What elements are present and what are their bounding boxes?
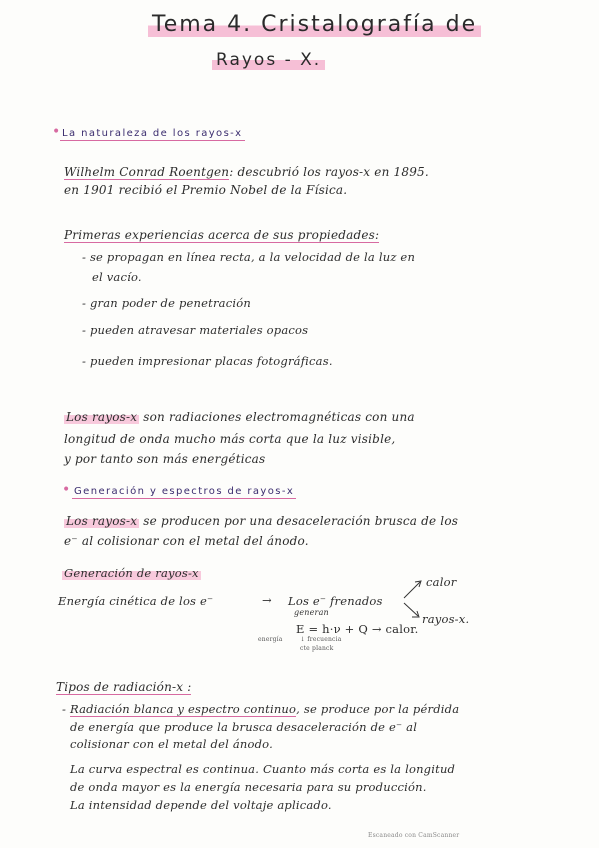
tipos-line-3: colisionar con el metal del ánodo.: [70, 737, 273, 751]
definition-line-3: y por tanto son más energéticas: [64, 452, 266, 466]
tipos-line-5: de onda mayor es la energía necesaria para su producción.: [70, 780, 427, 794]
page-title: Tema 4. Cristalografía de: [148, 12, 481, 37]
tipos-dash: -: [62, 702, 70, 716]
energy-formula: E = h·ν + Q → calor.: [296, 622, 419, 636]
section-heading-tipos: Tipos de radiación-x :: [56, 680, 192, 694]
generation-line-2: e⁻ al colisionar con el metal del ánodo.: [64, 534, 309, 548]
radiacion-blanca-term: Radiación blanca y espectro continuo: [69, 702, 297, 716]
tipos-line-2: de energía que produce la brusca desaceleración de e⁻ al: [70, 720, 418, 734]
braked-electrons-label: Los e⁻ frenados: [288, 594, 383, 608]
property-item: - pueden atravesar materiales opacos: [82, 323, 309, 337]
section-heading-generacion: Generación y espectros de rayos-x: [74, 486, 295, 497]
roentgen-line-2: en 1901 recibió el Premio Nobel de la Física.: [64, 183, 348, 197]
property-item-cont: el vacío.: [92, 270, 142, 284]
roentgen-text: : descubrió los rayos-x en 1895.: [229, 165, 429, 179]
section-heading-naturaleza: La naturaleza de los rayos-x: [62, 128, 243, 139]
tipos-line-1: [62, 702, 459, 716]
energy-kinetic-label: Energía cinética de los e⁻: [58, 594, 214, 608]
definition-highlight: Los rayos-x: [66, 410, 138, 424]
scanner-footer: Escaneado con CamScanner: [368, 832, 460, 839]
section-bullet: •: [62, 482, 71, 498]
planck-annotation: cte planck: [300, 645, 334, 652]
roentgen-name: Wilhelm Conrad Roentgen: [64, 165, 230, 179]
property-item: - se propagan en línea recta, a la velocidad de la luz en: [82, 250, 416, 264]
generation-highlight: Los rayos-x: [66, 514, 138, 528]
generan-label: generan: [294, 608, 329, 617]
tipos-line-6: La intensidad depende del voltaje aplicado.: [70, 798, 332, 812]
generation-subheading: Generación de rayos-x: [64, 566, 199, 580]
frecuencia-annotation: ↓ frecuencia: [300, 636, 342, 643]
property-item: - gran poder de penetración: [82, 296, 251, 310]
definition-text: son radiaciones electromagnéticas con una: [143, 410, 415, 424]
page-subtitle: Rayos - X.: [212, 50, 325, 70]
generation-text: se producen por una desaceleración brusca de los: [143, 514, 459, 528]
tipos-line-1-rest: , se produce por la pérdida: [296, 702, 460, 716]
definition-line-2: longitud de onda mucho más corta que la luz visible,: [64, 432, 396, 446]
tipos-line-4: La curva espectral es continua. Cuanto más corta es la longitud: [70, 762, 456, 776]
energy-arrow: →: [262, 593, 272, 607]
calor-label: calor: [426, 575, 457, 589]
rayos-label: rayos-x.: [422, 612, 470, 626]
experiences-heading: Primeras experiencias acerca de sus propiedades:: [64, 228, 380, 242]
property-item: - pueden impresionar placas fotográficas.: [82, 354, 333, 368]
energia-annotation: energía: [258, 636, 283, 643]
section-bullet: •: [52, 124, 61, 140]
